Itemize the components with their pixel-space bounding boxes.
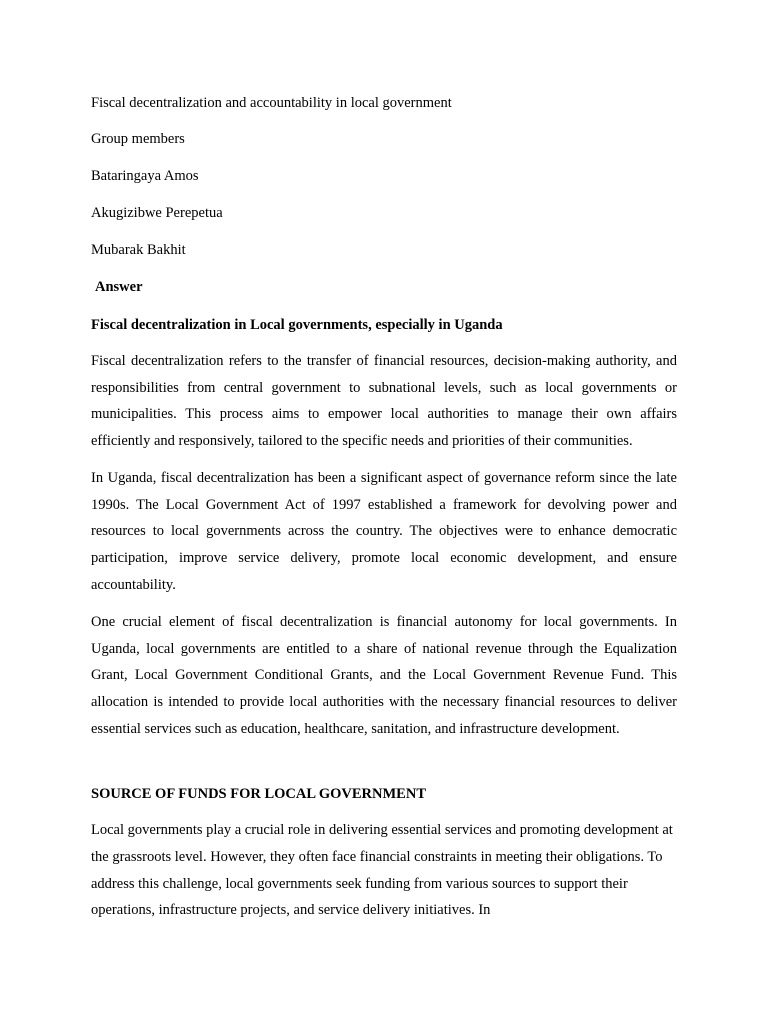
paragraph: In Uganda, fiscal decentralization has been a significant aspect of governance reform since the late 1990s. The Local Government Act of 1997 established a framework for devolving power and resources to local governments across the country. The objectives were to enhance democratic participation, improve service delivery, promote local economic development, and ensure accountability.	[91, 470, 677, 593]
section-heading-source-of-funds: SOURCE OF FUNDS FOR LOCAL GOVERNMENT	[91, 786, 427, 802]
group-members-label: Group members	[91, 131, 185, 147]
member-name: Akugizibwe Perepetua	[91, 205, 223, 221]
answer-heading: Answer	[95, 279, 143, 295]
section-heading-fiscal-decentralization: Fiscal decentralization in Local governments, especially in Uganda	[91, 317, 503, 333]
document-title: Fiscal decentralization and accountability in local government	[91, 95, 452, 111]
paragraph: Local governments play a crucial role in delivering essential services and promoting development at the grassroots level. However, they often face financial constraints in meeting their obligations. To address this challenge, local governments seek funding from various sources to support their operations, infrastructure projects, and service delivery initiatives. In	[91, 822, 673, 919]
member-name: Mubarak Bakhit	[91, 242, 186, 258]
paragraph: Fiscal decentralization refers to the transfer of financial resources, decision-making authority, and responsibilities from central government to subnational levels, such as local governments or municipalities. This process aims to empower local authorities to manage their own affairs efficiently and responsively, tailored to the specific needs and priorities of their communities.	[91, 353, 677, 450]
paragraph: One crucial element of fiscal decentralization is financial autonomy for local governments. In Uganda, local governments are entitled to a share of national revenue through the Equalization Grant, Local Government Conditional Grants, and the Local Government Revenue Fund. This allocation is intended to provide local authorities with the necessary financial resources to deliver essential services such as education, healthcare, sanitation, and infrastructure development.	[91, 614, 677, 737]
member-name: Bataringaya Amos	[91, 168, 199, 184]
